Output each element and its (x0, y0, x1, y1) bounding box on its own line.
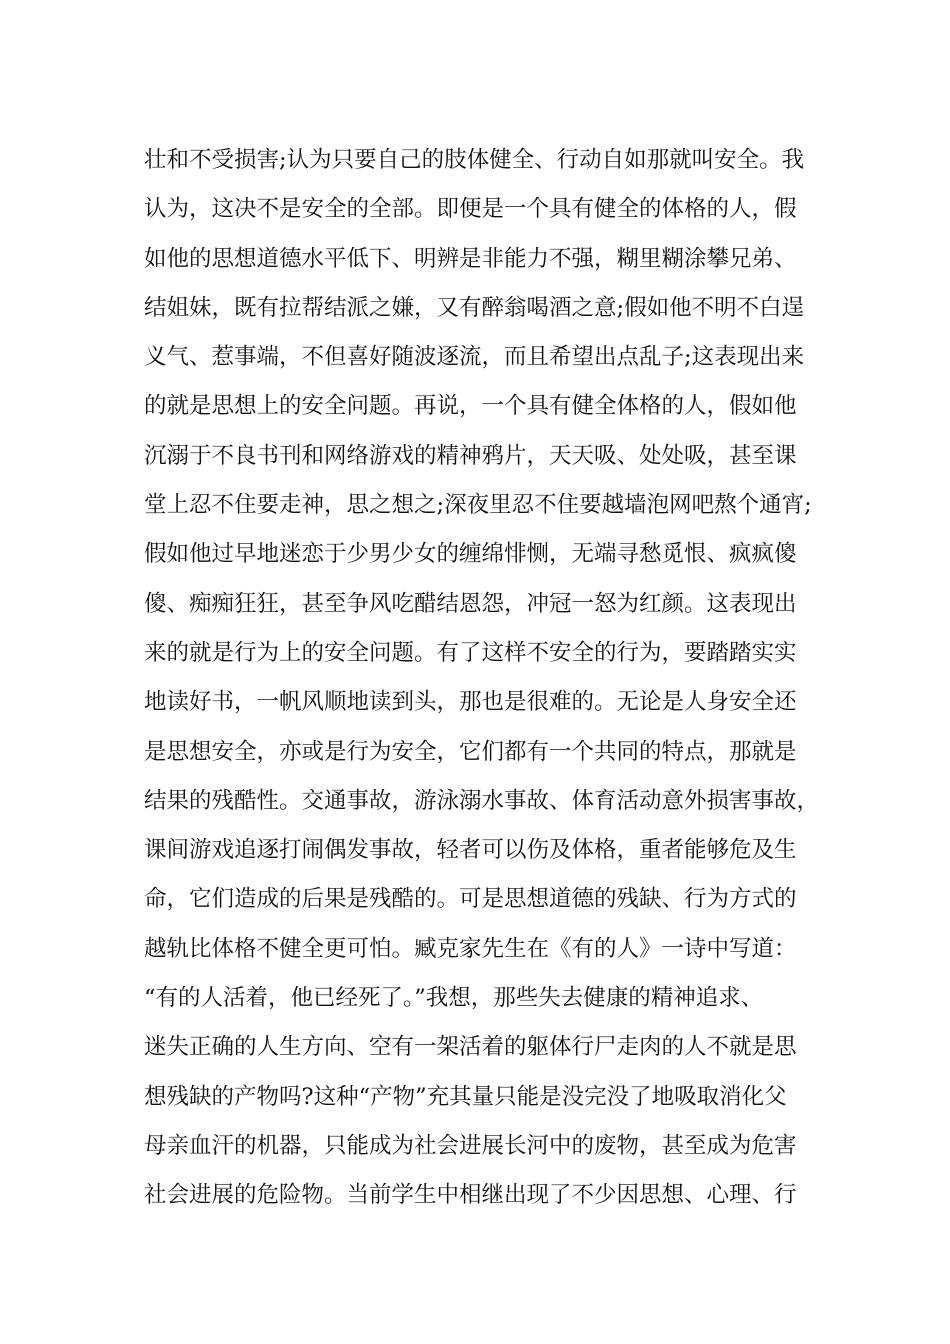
text-line: 结姐妹，既有拉帮结派之嫌，又有醉翁喝酒之意;假如他不明不白逞 (144, 294, 805, 321)
text-line: 如他的思想道德水平低下、明辨是非能力不强，糊里糊涂攀兄弟、 (144, 245, 797, 272)
text-line: 地读好书，一帆风顺地读到头，那也是很难的。无论是人身安全还 (144, 689, 797, 716)
text-line: 越轨比体格不健全更可怕。臧克家先生在《有的人》一诗中写道： (144, 935, 797, 962)
text-line: 义气、惹事端，不但喜好随波逐流，而且希望出点乱子;这表现出来 (144, 344, 805, 371)
text-line: 堂上忍不住要走神，思之想之;深夜里忍不住要越墙泡网吧熬个通宵; (144, 492, 812, 519)
text-line: 结果的残酷性。交通事故，游泳溺水事故、体育活动意外损害事故， (144, 787, 820, 814)
text-line: 迷失正确的人生方向、空有一架活着的躯体行尸走肉的人不就是思 (144, 1034, 797, 1061)
text-line: 想残缺的产物吗?这种“产物”充其量只能是没完没了地吸取消化父 (144, 1083, 787, 1110)
text-line: 傻、痴痴狂狂，甚至争风吃醋结恩怨，冲冠一怒为红颜。这表现出 (144, 590, 797, 617)
text-line: 壮和不受损害;认为只要自己的肢体健全、行动自如那就叫安全。我 (144, 147, 805, 173)
text-line: “有的人活着，他已经死了。”我想，那些失去健康的精神追求、 (144, 985, 764, 1012)
text-line: 沉溺于不良书刊和网络游戏的精神鸦片，天天吸、处处吸，甚至课 (144, 442, 797, 469)
text-line: 社会进展的危险物。当前学生中相继出现了不少因思想、心理、行 (144, 1182, 797, 1209)
text-line: 命，它们造成的后果是残酷的。可是思想道德的残缺、行为方式的 (144, 886, 797, 913)
text-line: 假如他过早地迷恋于少男少女的缠绵悱恻，无端寻愁觅恨、疯疯傻 (144, 541, 797, 568)
text-line: 母亲血汗的机器，只能成为社会进展长河中的废物，甚至成为危害 (144, 1132, 797, 1159)
text-line: 是思想安全，亦或是行为安全，它们都有一个共同的特点，那就是 (144, 738, 797, 765)
text-line: 课间游戏追逐打闹偶发事故，轻者可以伤及体格，重者能够危及生 (144, 837, 797, 864)
text-line: 的就是思想上的安全问题。再说，一个具有健全体格的人，假如他 (144, 393, 797, 420)
text-line: 认为，这决不是安全的全部。即便是一个具有健全的体格的人，假 (144, 196, 797, 223)
text-line: 来的就是行为上的安全问题。有了这样不安全的行为，要踏踏实实 (144, 639, 797, 666)
body-text (144, 136, 834, 1221)
